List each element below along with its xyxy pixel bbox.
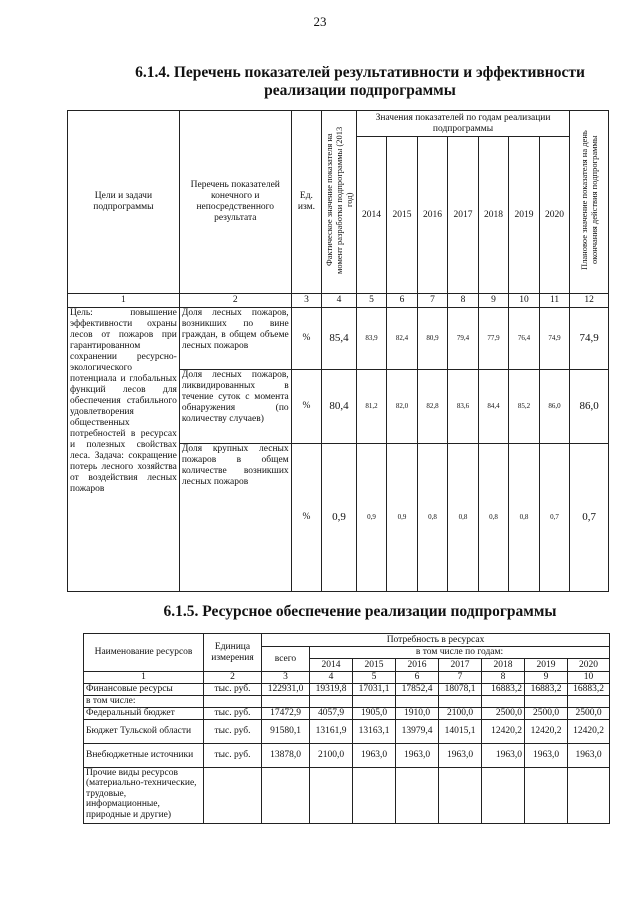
year-value: 0,8 <box>417 444 448 592</box>
year-value: 18078,1 <box>439 683 482 695</box>
year-value: 19319,8 <box>310 683 353 695</box>
year-value: 83,9 <box>356 308 387 370</box>
year-value: 0,9 <box>356 444 387 592</box>
table-row <box>84 767 610 823</box>
resource-name: в том числе: <box>84 695 204 707</box>
resources-table <box>83 633 610 824</box>
year-value: 83,6 <box>448 370 479 444</box>
header-year: 2017 <box>448 137 479 294</box>
year-value: 77,9 <box>478 308 509 370</box>
resource-unit: тыс. руб. <box>204 743 262 767</box>
header-year: 2018 <box>478 137 509 294</box>
year-value: 82,0 <box>387 370 418 444</box>
resource-unit: тыс. руб. <box>204 719 262 743</box>
header-year: 2015 <box>387 137 418 294</box>
page-number: 23 <box>313 14 327 29</box>
column-number-row: 1 2 3 4 5 6 7 8 9 10 11 12 <box>68 294 609 308</box>
year-value: 13161,9 <box>310 719 353 743</box>
year-value: 85,2 <box>509 370 540 444</box>
resource-total: 91580,1 <box>262 719 310 743</box>
year-value: 14015,1 <box>439 719 482 743</box>
actual-value: 80,4 <box>322 370 357 444</box>
header-year: 2019 <box>509 137 540 294</box>
header-year: 2020 <box>539 137 570 294</box>
table-row <box>68 308 609 370</box>
header-resource-unit: Единица измерения <box>204 634 262 672</box>
resource-total: 17472,9 <box>262 707 310 719</box>
header-indicators: Перечень показателей конечного и непосредственного результата <box>179 111 291 294</box>
header-year: 2018 <box>482 659 525 672</box>
year-value: 81,2 <box>356 370 387 444</box>
indicator-name: Доля лесных пожаров, возникших по вине граждан, в общем объеме лесных пожаров <box>179 308 291 370</box>
year-value: 76,4 <box>509 308 540 370</box>
year-value: 2500,0 <box>568 707 610 719</box>
year-value: 17031,1 <box>353 683 396 695</box>
resource-name: Внебюджетные источники <box>84 743 204 767</box>
year-value: 12420,2 <box>525 719 568 743</box>
header-actual: Фактическое значение показателя на момент разработки подпрограммы (2013 год) <box>322 111 357 294</box>
year-value: 1963,0 <box>482 743 525 767</box>
header-including: в том числе по годам: <box>310 647 610 659</box>
header-need: Потребность в ресурсах <box>262 634 610 647</box>
year-value: 74,9 <box>539 308 570 370</box>
year-value: 2100,0 <box>439 707 482 719</box>
year-value: 0,8 <box>478 444 509 592</box>
table-row <box>84 719 610 743</box>
resource-name: Прочие виды ресурсов (материально-технические, трудовые, информационные, природные и другие) <box>84 767 204 823</box>
resource-name: Федеральный бюджет <box>84 707 204 719</box>
year-value: 4057,9 <box>310 707 353 719</box>
goal-text: Цель: повышение эффективности охраны лесов от пожаров при гарантированном сохранении ресурсно-экологического потенциала и глобальных функций лесов для обеспечения стабильного удовлетворения общественных потребностей в ресурсах и полезных свойствах леса. Задача: сокращение потерь лесного хозяйства от воздействия лесных пожаров <box>68 308 180 592</box>
year-value: 84,4 <box>478 370 509 444</box>
year-value: 17852,4 <box>396 683 439 695</box>
section-title-indicators: 6.1.4. Перечень показателей результативности и эффективности реализации подпрограммы <box>135 64 585 99</box>
year-value: 13979,4 <box>396 719 439 743</box>
year-value: 2500,0 <box>525 707 568 719</box>
header-year: 2014 <box>310 659 353 672</box>
header-resource-name: Наименование ресурсов <box>84 634 204 672</box>
year-value: 79,4 <box>448 308 479 370</box>
header-goals: Цели и задачи подпрограммы <box>68 111 180 294</box>
year-value: 0,8 <box>448 444 479 592</box>
year-value: 16883,2 <box>482 683 525 695</box>
year-value: 2500,0 <box>482 707 525 719</box>
planned-value: 74,9 <box>570 308 609 370</box>
section-title-resources: 6.1.5. Ресурсное обеспечение реализации подпрограммы <box>163 603 557 620</box>
year-value: 0,7 <box>539 444 570 592</box>
year-value: 12420,2 <box>482 719 525 743</box>
indicator-name: Доля лесных пожаров, ликвидированных в течение суток с момента обнаружения (по количеству случаев) <box>179 370 291 444</box>
year-value: 16883,2 <box>568 683 610 695</box>
resource-name: Бюджет Тульской области <box>84 719 204 743</box>
year-value: 82,4 <box>387 308 418 370</box>
year-value: 1905,0 <box>353 707 396 719</box>
year-value: 1963,0 <box>396 743 439 767</box>
table-row <box>84 743 610 767</box>
header-total: всего <box>262 647 310 672</box>
year-value: 12420,2 <box>568 719 610 743</box>
header-unit: Ед. изм. <box>291 111 322 294</box>
table-row <box>84 707 610 719</box>
table-row <box>84 695 610 707</box>
unit: % <box>291 308 322 370</box>
header-year: 2020 <box>568 659 610 672</box>
header-year: 2016 <box>396 659 439 672</box>
actual-value: 85,4 <box>322 308 357 370</box>
year-value: 1963,0 <box>353 743 396 767</box>
header-year: 2017 <box>439 659 482 672</box>
year-value: 0,8 <box>509 444 540 592</box>
year-value: 1963,0 <box>439 743 482 767</box>
year-value: 1963,0 <box>568 743 610 767</box>
year-value: 16883,2 <box>525 683 568 695</box>
header-planned: Плановое значение показателя на день окончания действия подпрограммы <box>570 111 609 294</box>
indicator-name: Доля крупных лесных пожаров в общем количестве возникших лесных пожаров <box>179 444 291 592</box>
table-row <box>84 683 610 695</box>
unit: % <box>291 444 322 592</box>
header-year: 2014 <box>356 137 387 294</box>
header-year: 2019 <box>525 659 568 672</box>
resource-name: Финансовые ресурсы <box>84 683 204 695</box>
header-year: 2015 <box>353 659 396 672</box>
year-value: 1963,0 <box>525 743 568 767</box>
resource-total: 13878,0 <box>262 743 310 767</box>
resource-unit: тыс. руб. <box>204 707 262 719</box>
year-value: 80,9 <box>417 308 448 370</box>
year-value: 2100,0 <box>310 743 353 767</box>
header-by-years: Значения показателей по годам реализации подпрограммы <box>356 111 570 137</box>
year-value: 82,8 <box>417 370 448 444</box>
planned-value: 0,7 <box>570 444 609 592</box>
column-number-row: 1 2 3 4 5 6 7 8 9 10 <box>84 672 610 684</box>
actual-value: 0,9 <box>322 444 357 592</box>
resource-total: 122931,0 <box>262 683 310 695</box>
year-value: 1910,0 <box>396 707 439 719</box>
resource-unit: тыс. руб. <box>204 683 262 695</box>
year-value: 0,9 <box>387 444 418 592</box>
unit: % <box>291 370 322 444</box>
year-value: 13163,1 <box>353 719 396 743</box>
indicators-table <box>67 110 609 592</box>
header-year: 2016 <box>417 137 448 294</box>
planned-value: 86,0 <box>570 370 609 444</box>
year-value: 86,0 <box>539 370 570 444</box>
